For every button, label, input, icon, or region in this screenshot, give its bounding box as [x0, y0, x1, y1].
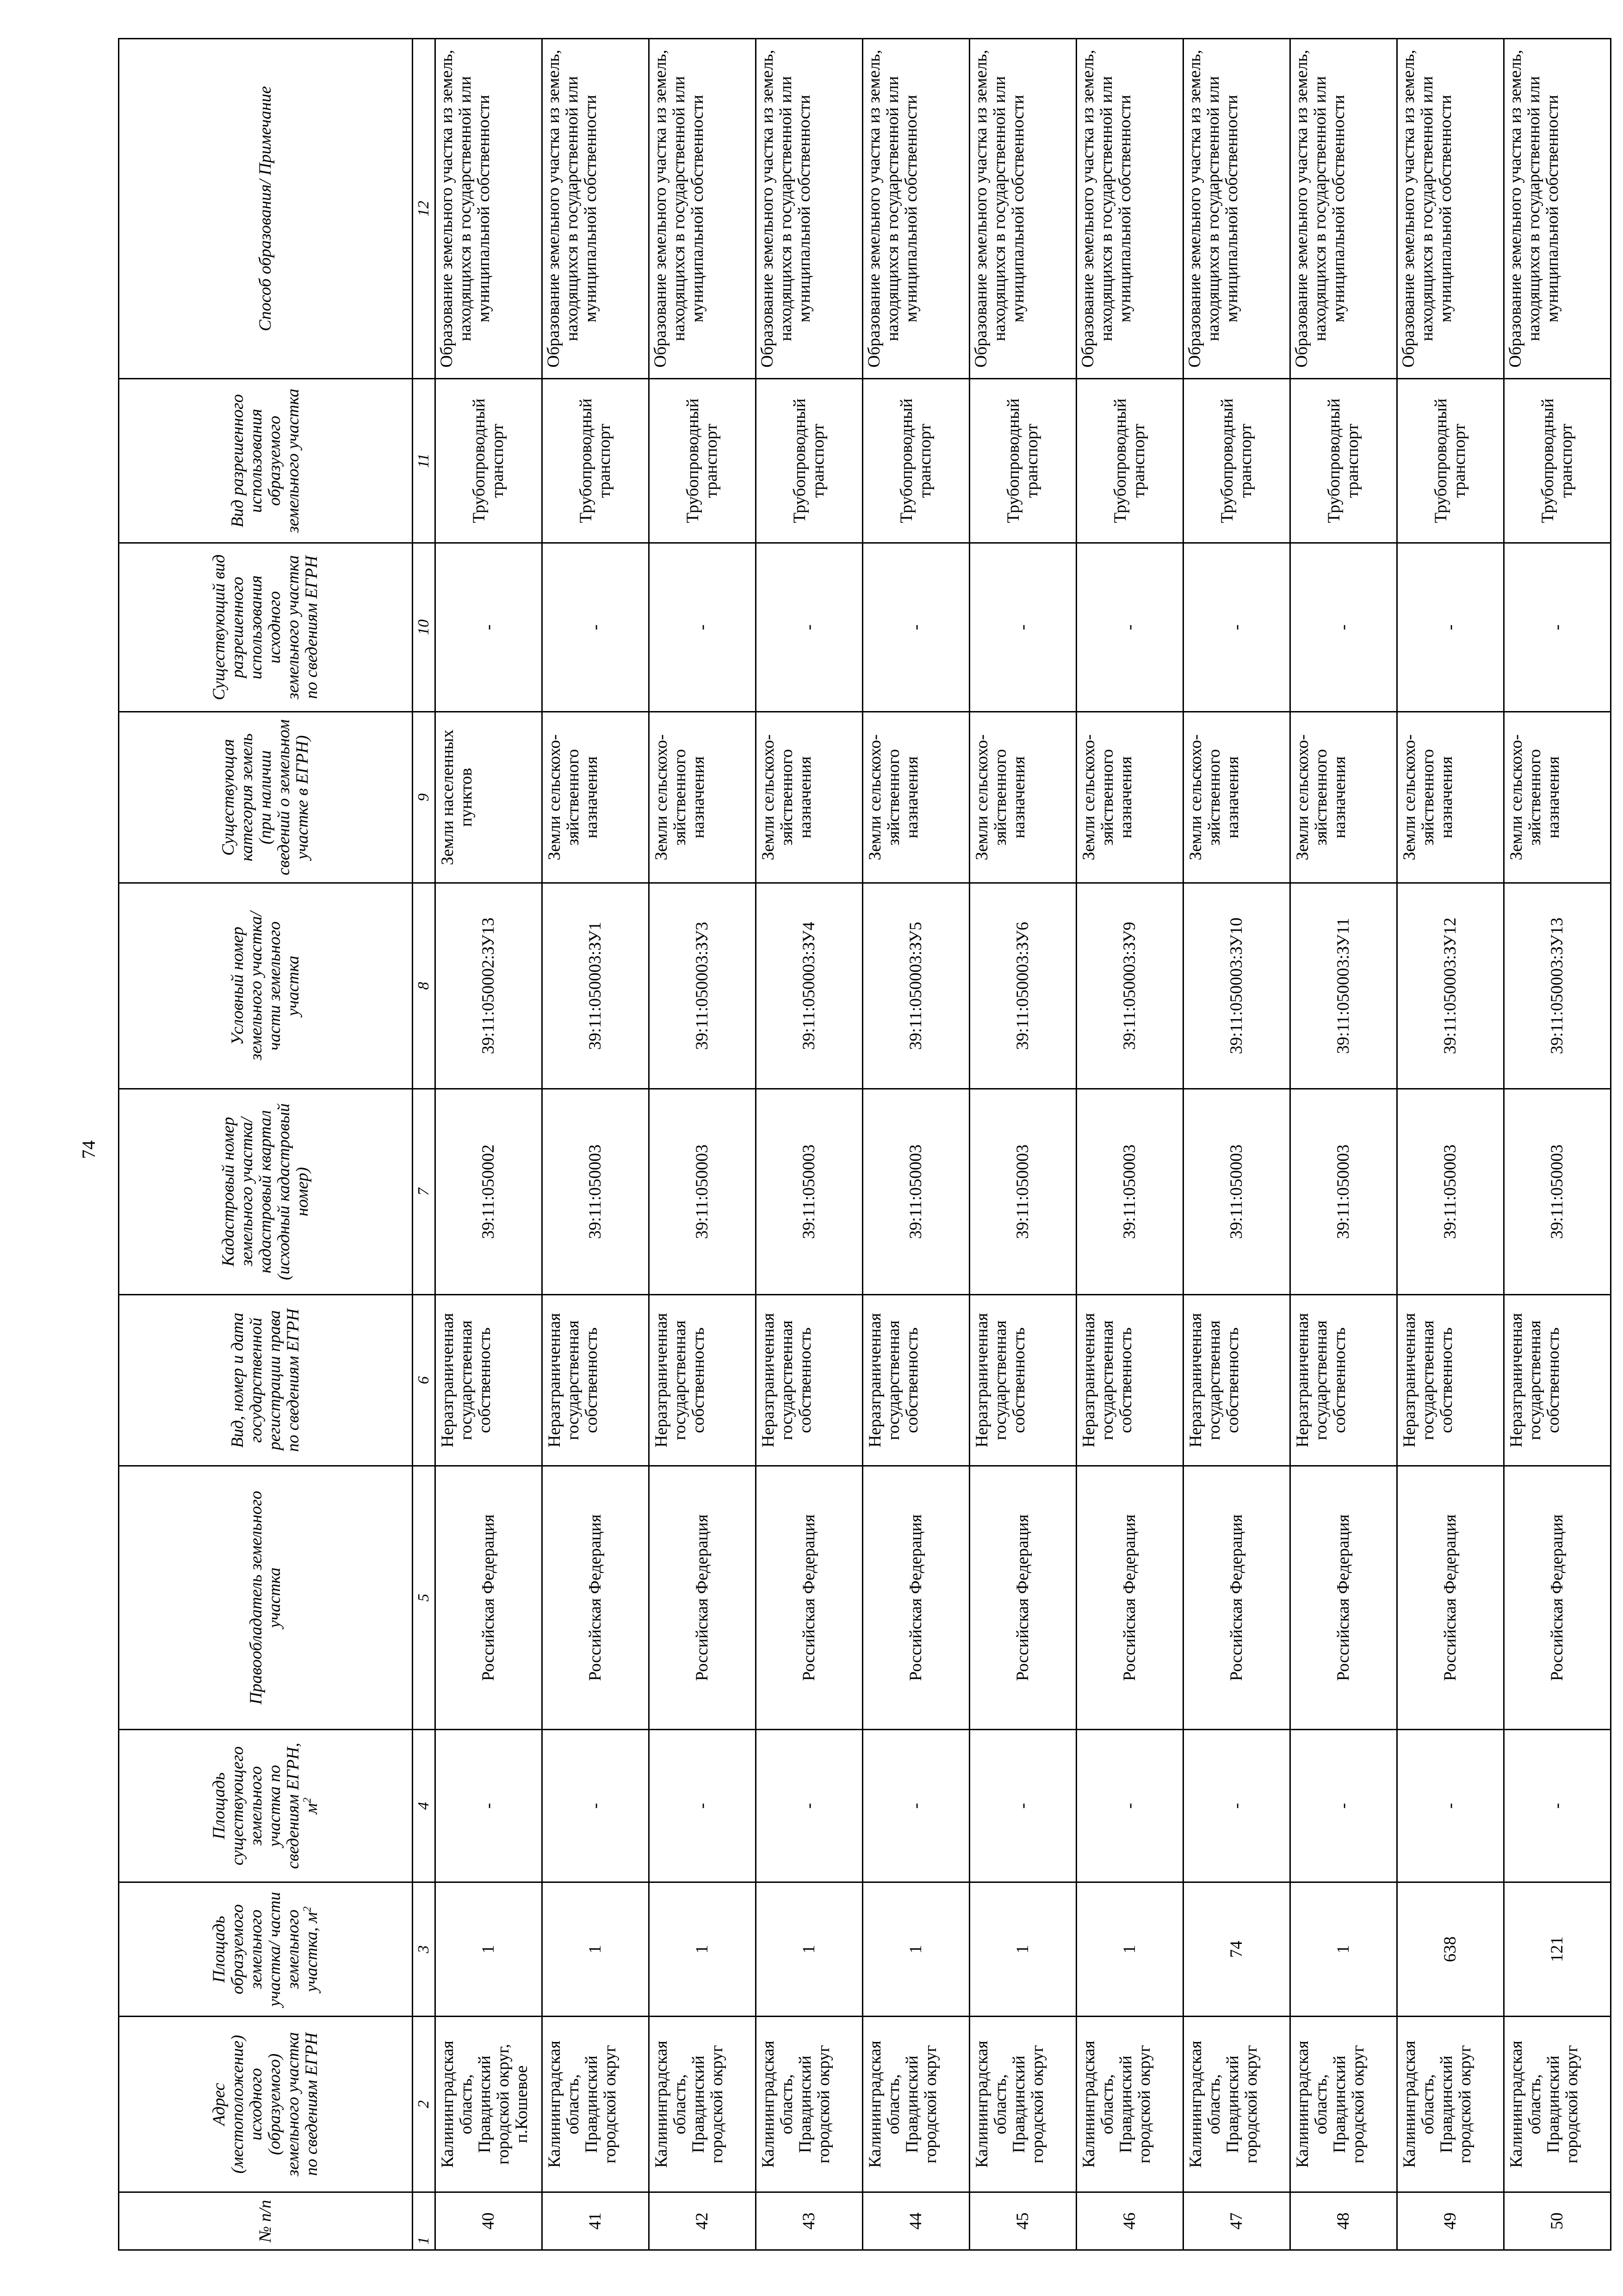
land-category-cell: Земли сельскохо-зяйственного назначения [1504, 712, 1611, 883]
owner-cell: Российская Федерация [1504, 1466, 1611, 1730]
row-number-cell: 47 [1183, 2192, 1290, 2250]
right-registration-cell: Неразграниченная государственная собственность [1397, 1295, 1504, 1466]
cadastral-number-cell: 39:11:050003 [542, 1089, 649, 1295]
land-category-cell: Земли населенных пунктов [435, 712, 542, 883]
header-cell: Условный номер земельного участка/части земельного участка [119, 883, 413, 1089]
address-cell: Калининградская область, Правдинский городской округ [542, 2017, 649, 2192]
row-number-cell: 43 [756, 2192, 863, 2250]
permitted-use-cell: Трубопроводный транспорт [1183, 379, 1290, 543]
owner-cell: Российская Федерация [1077, 1466, 1183, 1730]
land-category-cell: Земли сельскохо-зяйственного назначения [756, 712, 863, 883]
area-new-cell: 1 [863, 1882, 970, 2017]
cadastral-number-cell: 39:11:050003 [756, 1089, 863, 1295]
page-number: 74 [78, 1140, 99, 1159]
cadastral-number-cell: 39:11:050003 [1183, 1089, 1290, 1295]
header-cell: Существующий вид разрешенного использования исходного земельного участка по сведениям ЕГРН [119, 543, 413, 712]
address-cell: Калининградская область, Правдинский городской округ [863, 2017, 970, 2192]
land-category-cell: Земли сельскохо-зяйственного назначения [1290, 712, 1397, 883]
address-cell: Калининградская область, Правдинский городской округ, п.Кошевое [435, 2017, 542, 2192]
owner-cell: Российская Федерация [1397, 1466, 1504, 1730]
area-existing-cell: - [435, 1730, 542, 1882]
header-cell: Правообладатель земельного участка [119, 1466, 413, 1730]
existing-use-cell: - [1397, 543, 1504, 712]
area-existing-cell: - [1504, 1730, 1611, 1882]
owner-cell: Российская Федерация [542, 1466, 649, 1730]
row-number-cell: 45 [970, 2192, 1077, 2250]
land-category-cell: Земли сельскохо-зяйственного назначения [970, 712, 1077, 883]
address-cell: Калининградская область, Правдинский городской округ [970, 2017, 1077, 2192]
land-category-cell: Земли сельскохо-зяйственного назначения [542, 712, 649, 883]
existing-use-cell: - [1290, 543, 1397, 712]
area-new-cell: 121 [1504, 1882, 1611, 2017]
right-registration-cell: Неразграниченная государственная собственность [863, 1295, 970, 1466]
table-container [118, 39, 1581, 2251]
column-number: 11 [413, 379, 435, 543]
row-number-cell: 41 [542, 2192, 649, 2250]
right-registration-cell: Неразграниченная государственная собственность [970, 1295, 1077, 1466]
table-row [1077, 39, 1183, 2250]
formation-method-cell: Образование земельного участка из земель, находящихся в государственной или муниципальной собственности [863, 39, 970, 379]
formation-method-cell: Образование земельного участка из земель, находящихся в государственной или муниципальной собственности [1290, 39, 1397, 379]
row-number-cell: 42 [649, 2192, 756, 2250]
owner-cell: Российская Федерация [970, 1466, 1077, 1730]
header-cell: № п/п [119, 2192, 413, 2250]
table-row [863, 39, 970, 2250]
owner-cell: Российская Федерация [756, 1466, 863, 1730]
area-new-cell: 1 [649, 1882, 756, 2017]
existing-use-cell: - [1183, 543, 1290, 712]
table-row [649, 39, 756, 2250]
column-number: 1 [413, 2192, 435, 2250]
column-number: 8 [413, 883, 435, 1089]
row-number-cell: 49 [1397, 2192, 1504, 2250]
header-cell: Вид разрешенного использования образуемого земельного участка [119, 379, 413, 543]
formation-method-cell: Образование земельного участка из земель, находящихся в государственной или муниципальной собственности [435, 39, 542, 379]
conditional-number-cell: 39:11:050003:ЗУ10 [1183, 883, 1290, 1089]
owner-cell: Российская Федерация [863, 1466, 970, 1730]
cadastral-number-cell: 39:11:050003 [1077, 1089, 1183, 1295]
row-number-cell: 40 [435, 2192, 542, 2250]
formation-method-cell: Образование земельного участка из земель, находящихся в государственной или муниципальной собственности [649, 39, 756, 379]
area-new-cell: 1 [756, 1882, 863, 2017]
table-row [1183, 39, 1290, 2250]
right-registration-cell: Неразграниченная государственная собственность [1504, 1295, 1611, 1466]
permitted-use-cell: Трубопроводный транспорт [1397, 379, 1504, 543]
conditional-number-cell: 39:11:050002:ЗУ13 [435, 883, 542, 1089]
header-cell: Кадастровый номер земельного участка/ кадастровый квартал (исходный кадастровый номер) [119, 1089, 413, 1295]
conditional-number-cell: 39:11:050003:ЗУ1 [542, 883, 649, 1089]
column-number: 5 [413, 1466, 435, 1730]
owner-cell: Российская Федерация [649, 1466, 756, 1730]
permitted-use-cell: Трубопроводный транспорт [649, 379, 756, 543]
row-number-cell: 48 [1290, 2192, 1397, 2250]
owner-cell: Российская Федерация [435, 1466, 542, 1730]
row-number-cell: 44 [863, 2192, 970, 2250]
area-existing-cell: - [542, 1730, 649, 1882]
existing-use-cell: - [863, 543, 970, 712]
area-new-cell: 74 [1183, 1882, 1290, 2017]
right-registration-cell: Неразграниченная государственная собственность [435, 1295, 542, 1466]
column-number: 4 [413, 1730, 435, 1882]
existing-use-cell: - [970, 543, 1077, 712]
land-category-cell: Земли сельскохо-зяйственного назначения [863, 712, 970, 883]
cadastral-number-cell: 39:11:050003 [1397, 1089, 1504, 1295]
area-new-cell: 1 [1290, 1882, 1397, 2017]
right-registration-cell: Неразграниченная государственная собственность [649, 1295, 756, 1466]
land-plots-table [118, 38, 1611, 2251]
address-cell: Калининградская область, Правдинский городской округ [649, 2017, 756, 2192]
cadastral-number-cell: 39:11:050003 [863, 1089, 970, 1295]
existing-use-cell: - [542, 543, 649, 712]
table-row [542, 39, 649, 2250]
header-cell: Способ образования/ Примечание [119, 39, 413, 379]
right-registration-cell: Неразграниченная государственная собственность [542, 1295, 649, 1466]
area-existing-cell: - [970, 1730, 1077, 1882]
conditional-number-cell: 39:11:050003:ЗУ11 [1290, 883, 1397, 1089]
area-new-cell: 638 [1397, 1882, 1504, 2017]
existing-use-cell: - [435, 543, 542, 712]
existing-use-cell: - [1504, 543, 1611, 712]
column-number: 3 [413, 1882, 435, 2017]
conditional-number-cell: 39:11:050003:ЗУ13 [1504, 883, 1611, 1089]
area-new-cell: 1 [970, 1882, 1077, 2017]
right-registration-cell: Неразграниченная государственная собственность [1290, 1295, 1397, 1466]
cadastral-number-cell: 39:11:050003 [1504, 1089, 1611, 1295]
land-category-cell: Земли сельскохо-зяйственного назначения [1397, 712, 1504, 883]
area-existing-cell: - [863, 1730, 970, 1882]
owner-cell: Российская Федерация [1290, 1466, 1397, 1730]
address-cell: Калининградская область, Правдинский городской округ [756, 2017, 863, 2192]
row-number-cell: 50 [1504, 2192, 1611, 2250]
header-cell: Существующая категория земель (при наличии сведений о земельном участке в ЕГРН) [119, 712, 413, 883]
right-registration-cell: Неразграниченная государственная собственность [1183, 1295, 1290, 1466]
permitted-use-cell: Трубопроводный транспорт [1290, 379, 1397, 543]
column-number: 7 [413, 1089, 435, 1295]
conditional-number-cell: 39:11:050003:ЗУ9 [1077, 883, 1183, 1089]
area-new-cell: 1 [435, 1882, 542, 2017]
existing-use-cell: - [1077, 543, 1183, 712]
header-cell: Площадь образуемого земельного участка/ части земельного участка, $м^2$ [119, 1882, 413, 2017]
conditional-number-cell: 39:11:050003:ЗУ6 [970, 883, 1077, 1089]
area-existing-cell: - [1077, 1730, 1183, 1882]
table-row [970, 39, 1077, 2250]
owner-cell: Российская Федерация [1183, 1466, 1290, 1730]
formation-method-cell: Образование земельного участка из земель, находящихся в государственной или муниципальной собственности [542, 39, 649, 379]
column-number: 6 [413, 1295, 435, 1466]
table-row [1504, 39, 1611, 2250]
address-cell: Калининградская область, Правдинский городской округ [1397, 2017, 1504, 2192]
address-cell: Калининградская область, Правдинский городской округ [1504, 2017, 1611, 2192]
area-existing-cell: - [649, 1730, 756, 1882]
permitted-use-cell: Трубопроводный транспорт [1077, 379, 1183, 543]
header-cell: Вид, номер и дата государственной регистрации права по сведениям ЕГРН [119, 1295, 413, 1466]
row-number-cell: 46 [1077, 2192, 1183, 2250]
column-number: 2 [413, 2017, 435, 2192]
formation-method-cell: Образование земельного участка из земель, находящихся в государственной или муниципальной собственности [970, 39, 1077, 379]
permitted-use-cell: Трубопроводный транспорт [756, 379, 863, 543]
area-new-cell: 1 [542, 1882, 649, 2017]
permitted-use-cell: Трубопроводный транспорт [542, 379, 649, 543]
conditional-number-cell: 39:11:050003:ЗУ4 [756, 883, 863, 1089]
right-registration-cell: Неразграниченная государственная собственность [756, 1295, 863, 1466]
existing-use-cell: - [649, 543, 756, 712]
permitted-use-cell: Трубопроводный транспорт [435, 379, 542, 543]
column-number: 10 [413, 543, 435, 712]
table-row [756, 39, 863, 2250]
conditional-number-cell: 39:11:050003:ЗУ5 [863, 883, 970, 1089]
area-existing-cell: - [756, 1730, 863, 1882]
land-category-cell: Земли сельскохо-зяйственного назначения [649, 712, 756, 883]
area-existing-cell: - [1183, 1730, 1290, 1882]
address-cell: Калининградская область, Правдинский городской округ [1183, 2017, 1290, 2192]
formation-method-cell: Образование земельного участка из земель, находящихся в государственной или муниципальной собственности [1183, 39, 1290, 379]
formation-method-cell: Образование земельного участка из земель, находящихся в государственной или муниципальной собственности [1397, 39, 1504, 379]
existing-use-cell: - [756, 543, 863, 712]
address-cell: Калининградская область, Правдинский городской округ [1077, 2017, 1183, 2192]
formation-method-cell: Образование земельного участка из земель, находящихся в государственной или муниципальной собственности [1077, 39, 1183, 379]
column-number: 12 [413, 39, 435, 379]
header-row [119, 39, 413, 2250]
header-cell: Площадь существующего земельного участка по сведениям ЕГРН, $м^2$ [119, 1730, 413, 1882]
area-existing-cell: - [1290, 1730, 1397, 1882]
table-row [1397, 39, 1504, 2250]
permitted-use-cell: Трубопроводный транспорт [970, 379, 1077, 543]
cadastral-number-cell: 39:11:050003 [970, 1089, 1077, 1295]
permitted-use-cell: Трубопроводный транспорт [1504, 379, 1611, 543]
column-number-row [413, 39, 435, 2250]
formation-method-cell: Образование земельного участка из земель, находящихся в государственной или муниципальной собственности [756, 39, 863, 379]
conditional-number-cell: 39:11:050003:ЗУ12 [1397, 883, 1504, 1089]
cadastral-number-cell: 39:11:050003 [1290, 1089, 1397, 1295]
area-existing-cell: - [1397, 1730, 1504, 1882]
right-registration-cell: Неразграниченная государственная собственность [1077, 1295, 1183, 1466]
table-row [435, 39, 542, 2250]
rotated-table-area [118, 39, 1581, 2251]
header-cell: Адрес (местоположение) исходного (образуемого) земельного участка по сведениям ЕГРН [119, 2017, 413, 2192]
area-new-cell: 1 [1077, 1882, 1183, 2017]
column-number: 9 [413, 712, 435, 883]
cadastral-number-cell: 39:11:050002 [435, 1089, 542, 1295]
formation-method-cell: Образование земельного участка из земель, находящихся в государственной или муниципальной собственности [1504, 39, 1611, 379]
address-cell: Калининградская область, Правдинский городской округ [1290, 2017, 1397, 2192]
cadastral-number-cell: 39:11:050003 [649, 1089, 756, 1295]
permitted-use-cell: Трубопроводный транспорт [863, 379, 970, 543]
land-category-cell: Земли сельскохо-зяйственного назначения [1183, 712, 1290, 883]
land-category-cell: Земли сельскохо-зяйственного назначения [1077, 712, 1183, 883]
table-row [1290, 39, 1397, 2250]
conditional-number-cell: 39:11:050003:ЗУ3 [649, 883, 756, 1089]
